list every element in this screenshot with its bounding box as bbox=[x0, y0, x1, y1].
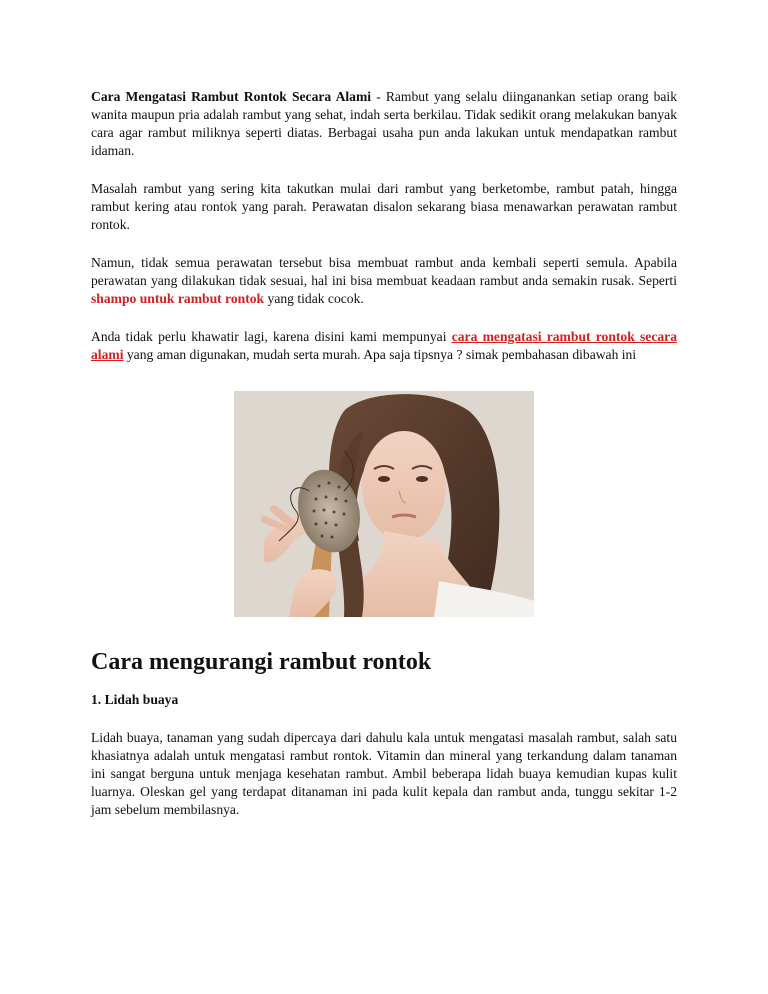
section-heading: Cara mengurangi rambut rontok bbox=[91, 649, 432, 675]
paragraph-treatment-text-before: Namun, tidak semua perawatan tersebut bisa membuat rambut anda kembali seperti semula. Apabila perawatan yang dilakukan tidak sesuai, hal ini bisa membuat keadaan rambut anda semakin rusak. Seperti bbox=[91, 255, 677, 288]
paragraph-tips-text-after: yang aman digunakan, mudah serta murah. Apa saja tipsnya ? simak pembahasan dibawah ini bbox=[123, 347, 637, 362]
photo-illustration bbox=[234, 391, 534, 617]
paragraph-treatment bbox=[91, 254, 677, 308]
intro-lead: Cara Mengatasi Rambut Rontok Secara Alami bbox=[91, 89, 372, 104]
paragraph-tips-text-before: Anda tidak perlu khawatir lagi, karena disini kami mempunyai bbox=[91, 329, 452, 344]
document-page bbox=[91, 88, 677, 839]
intro-text: - Rambut yang selalu diinganankan setiap orang baik wanita maupun pria adalah rambut yang sehat, indah serta berkilau. Tidak sedikit orang melakukan banyak cara agar rambut miliknya seperti diatas. Berbagai usaha pun anda lakukan untuk mendapatkan rambut idaman. bbox=[91, 89, 678, 158]
paragraph-hair-problems: Masalah rambut yang sering kita takutkan mulai dari rambut yang berketombe, rambut patah, hingga rambut kering atau rontok yang parah. Perawatan disalon sekarang biasa menawarkan perawatan rambut rontok. bbox=[91, 181, 677, 232]
natural-remedy-link[interactable]: cara mengatasi rambut rontok secara alami bbox=[91, 329, 677, 362]
section-body: Lidah buaya, tanaman yang sudah dipercaya dari dahulu kala untuk mengatasi masalah rambut, salah satu khasiatnya adalah untuk mengatasi rambut rontok. Vitamin dan mineral yang terkandung dalam tanaman ini sangat berguna untuk menjaga kesehatan rambut. Ambil beberapa lidah buaya kemudian kupas kulit luarnya. Oleskan gel yang terdapat ditanaman ini pada kulit kepala dan rambut anda, tunggu sekitar 1-2 jam sebelum membilasnya. bbox=[91, 730, 677, 817]
section-subheading: 1. Lidah buaya bbox=[91, 692, 179, 707]
paragraph-treatment-text-after: yang tidak cocok. bbox=[264, 291, 364, 306]
intro-paragraph bbox=[91, 88, 677, 160]
hair-loss-photo bbox=[234, 391, 534, 617]
shampoo-highlight: shampo untuk rambut rontok bbox=[91, 291, 265, 306]
paragraph-tips-intro bbox=[91, 328, 677, 364]
